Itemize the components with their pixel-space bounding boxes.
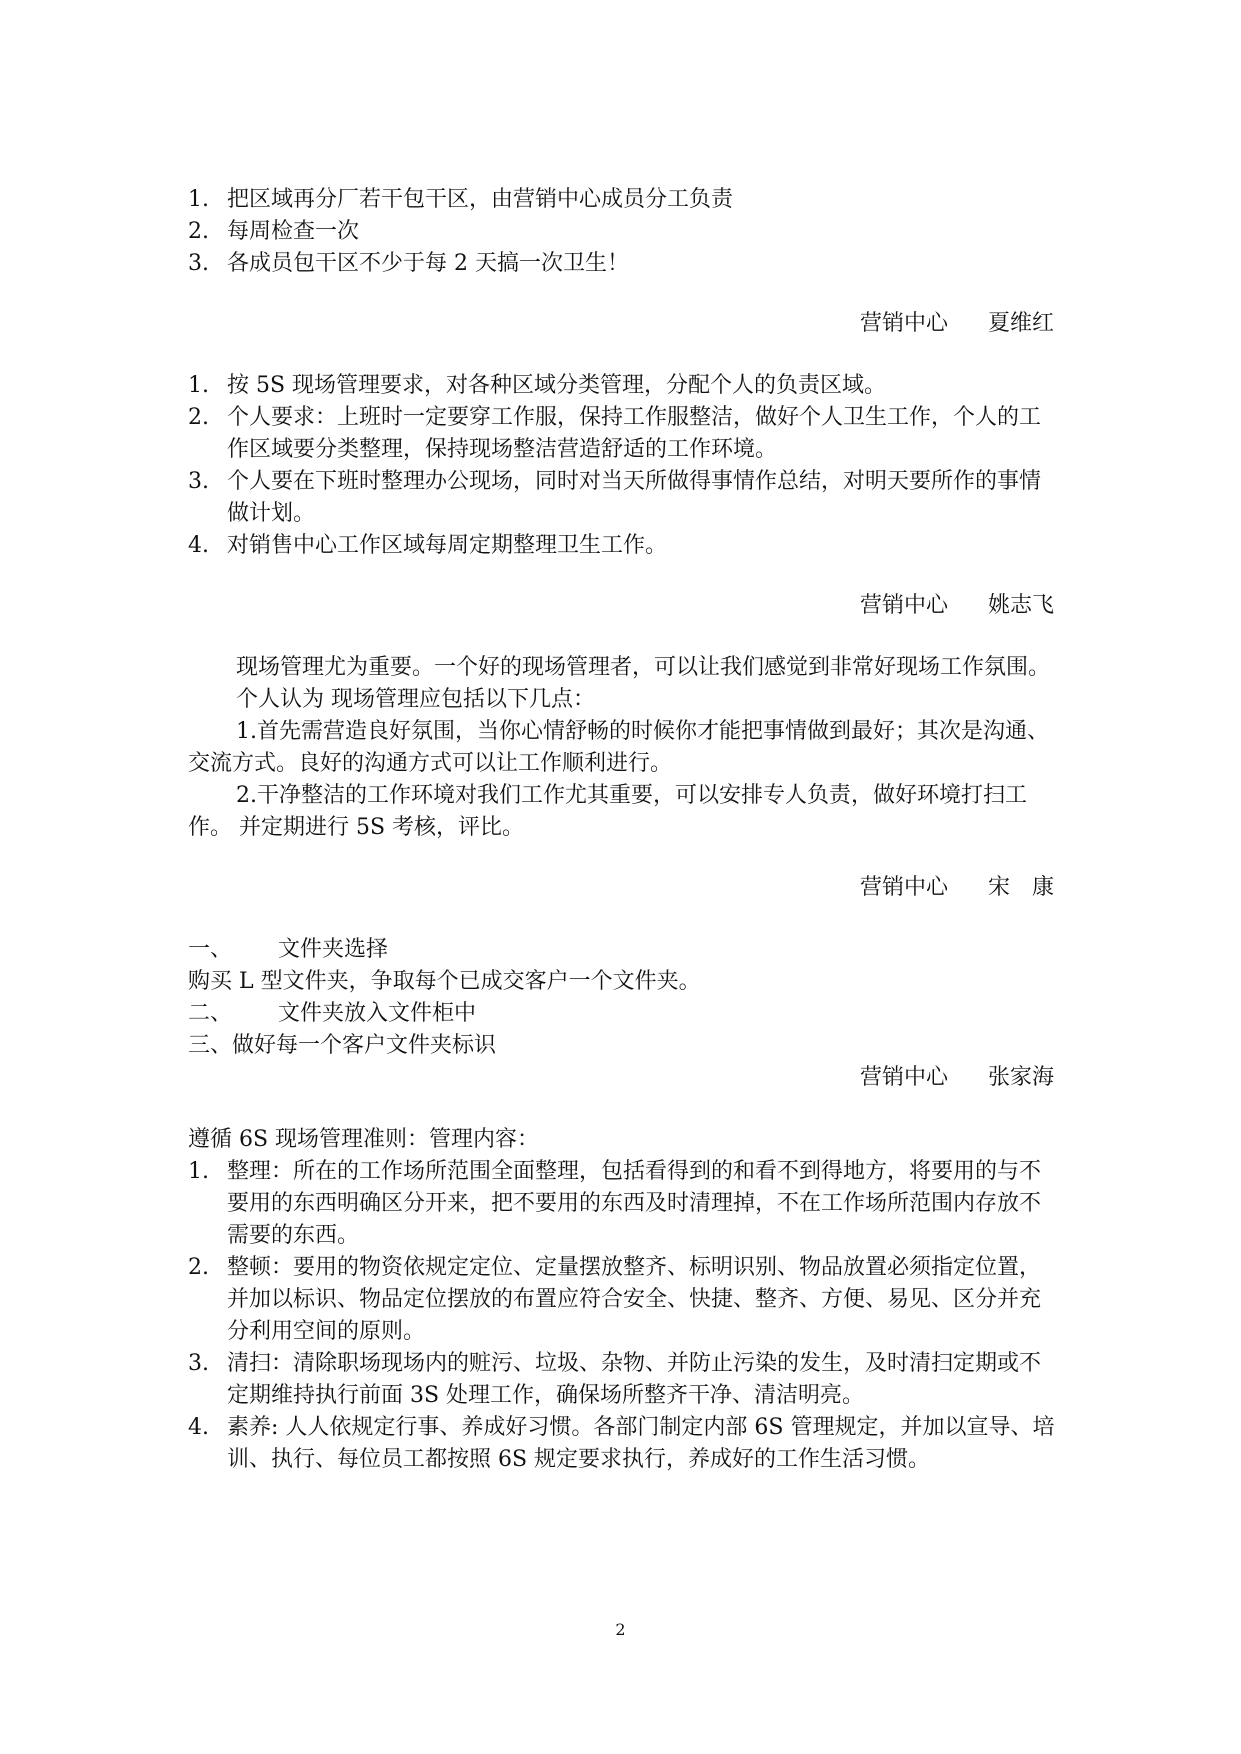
paragraph: 个人认为 现场管理应包括以下几点： <box>236 687 595 712</box>
text-line: 购买 L 型文件夹，争取每个已成交客户一个文件夹。 <box>188 969 701 994</box>
paragraph: 1.首先需营造良好氛围，当你心情舒畅的时候你才能把事情做到最好；其次是沟通、交流方式。良好的沟通方式可以让工作顺利进行。 <box>188 719 1049 776</box>
heading-folder-cabinet: 二、 文件夹放入文件柜中 <box>188 1001 477 1026</box>
list-item: 2. 整顿：要用的物资依规定定位、定量摆放整齐、标明识别、物品放置必须指定位置，并加以标识、物品定位摆放的布置应符合安全、快捷、整齐、方便、易见、区分并充分利用空间的原则。 <box>188 1255 1042 1344</box>
signature-yao: 营销中心 姚志飞 <box>859 593 1054 618</box>
list-section-2 <box>188 370 1056 562</box>
page-number: 2 <box>615 1620 626 1639</box>
list-item: 1. 整理：所在的工作场所范围全面整理，包括看得到的和看不到得地方，将要用的与不要用的东西明确区分开来，把不要用的东西及时清理掉，不在工作场所范围内存放不需要的东西。 <box>188 1159 1042 1248</box>
intro-6s: 遵循 6S 现场管理准则：管理内容： <box>188 1127 540 1152</box>
heading-folder-label: 三、做好每一个客户文件夹标识 <box>188 1033 497 1058</box>
signature-song: 营销中心 宋 康 <box>859 875 1054 900</box>
signature-zhang: 营销中心 张家海 <box>859 1065 1054 1090</box>
signature-xia: 营销中心 夏维红 <box>859 311 1054 336</box>
list-item: 1. 按 5S 现场管理要求，对各种区域分类管理，分配个人的负责区域。 <box>188 373 887 398</box>
list-item: 4. 对销售中心工作区域每周定期整理卫生工作。 <box>188 533 668 558</box>
list-item: 2. 每周检查一次 <box>188 219 360 244</box>
list-section-5 <box>188 1156 1056 1476</box>
heading-folder-selection: 一、 文件夹选择 <box>188 937 389 962</box>
paragraph: 现场管理尤为重要。一个好的现场管理者，可以让我们感觉到非常好现场工作氛围。 <box>236 655 1051 680</box>
list-item: 4. 素养: 人人依规定行事、养成好习惯。各部门制定内部 6S 管理规定，并加以宣导、培训、执行、每位员工都按照 6S 规定要求执行，养成好的工作生活习惯。 <box>188 1415 1055 1472</box>
list-item: 1. 把区域再分厂若干包干区，由营销中心成员分工负责 <box>188 187 734 212</box>
list-item: 3. 各成员包干区不少于每 2 天搞一次卫生！ <box>188 251 629 276</box>
list-item: 3. 清扫：清除职场现场内的赃污、垃圾、杂物、并防止污染的发生，及时清扫定期或不定期维持执行前面 3S 处理工作，确保场所整齐干净、清洁明亮。 <box>188 1351 1042 1408</box>
list-item: 3. 个人要在下班时整理办公现场，同时对当天所做得事情作总结，对明天要所作的事情做计划。 <box>188 469 1042 526</box>
list-section-1 <box>188 184 1056 280</box>
paragraph: 2.干净整洁的工作环境对我们工作尤其重要，可以安排专人负责，做好环境打扫工作。 并定期进行 5S 考核，评比。 <box>188 783 1027 840</box>
list-item: 2. 个人要求：上班时一定要穿工作服，保持工作服整洁，做好个人卫生工作，个人的工作区域要分类整理，保持现场整洁营造舒适的工作环境。 <box>188 405 1042 462</box>
page-content <box>188 184 1056 1476</box>
